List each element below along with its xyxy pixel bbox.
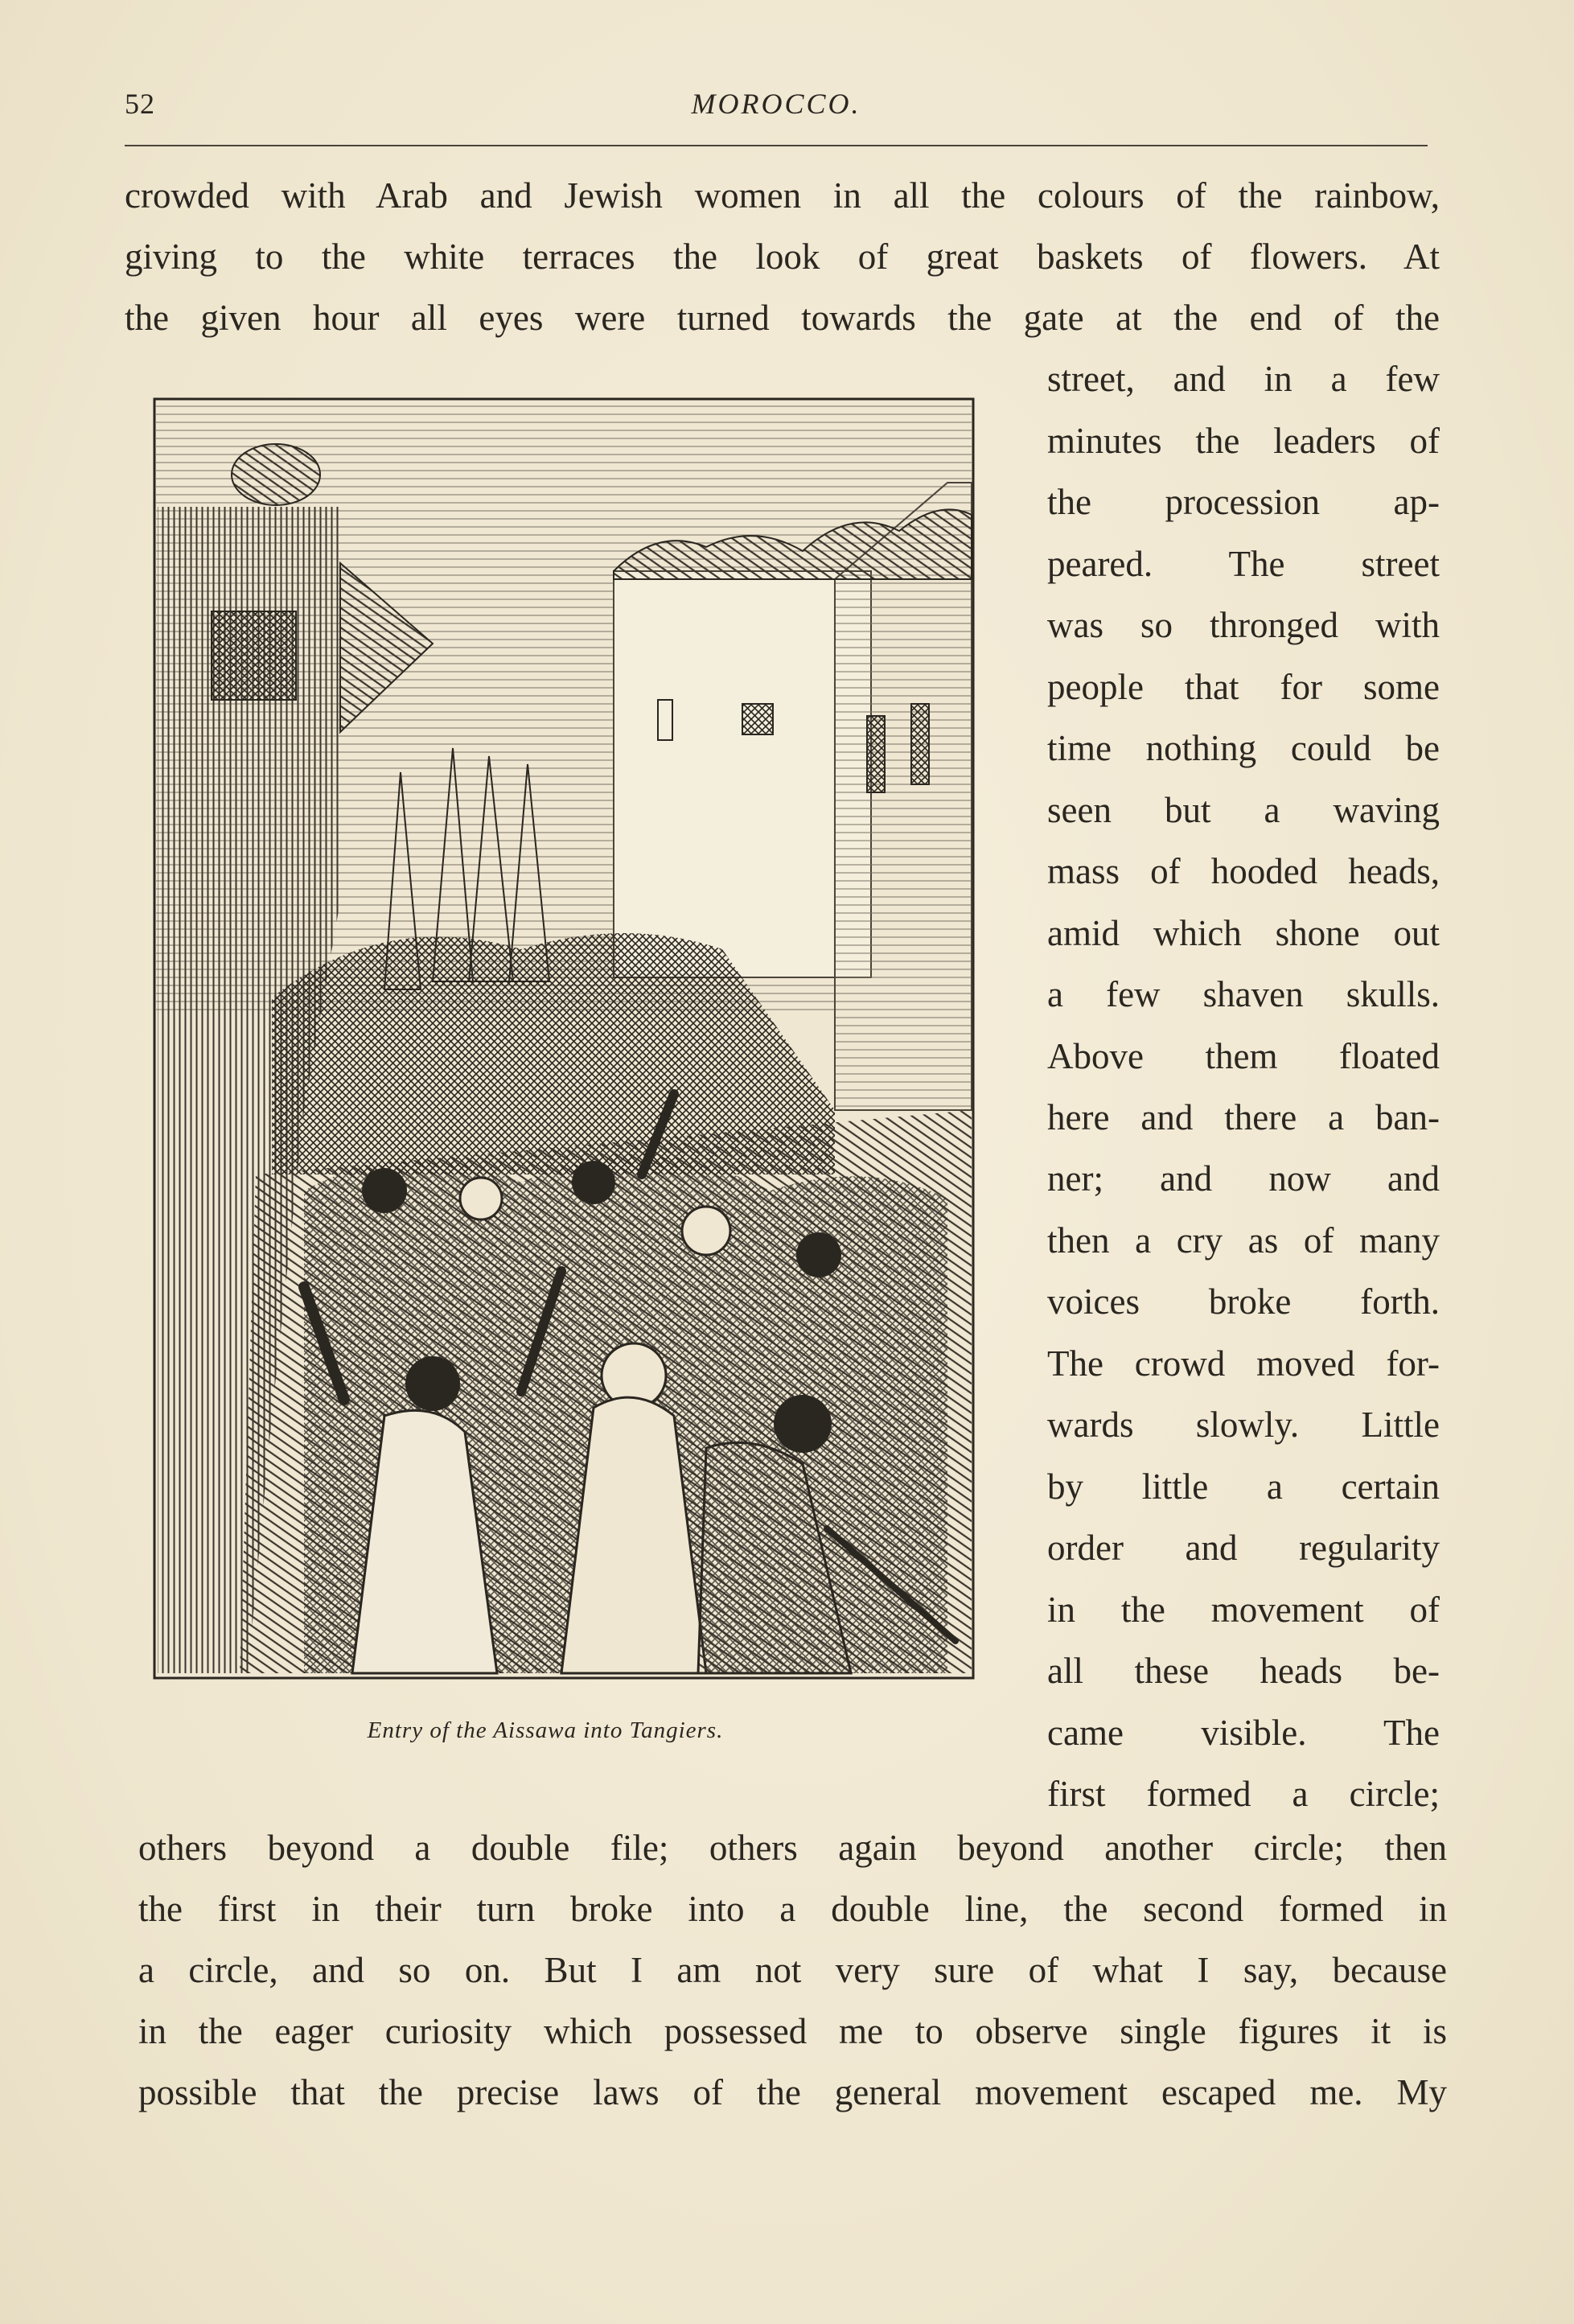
- running-head: [125, 87, 1428, 127]
- column-line: ner; and now and: [1047, 1158, 1440, 1199]
- text-line: giving to the white terraces the look of great baskets of flowers. At: [125, 237, 1440, 277]
- column-line: all these heads be-: [1047, 1651, 1440, 1691]
- white-building: [614, 571, 871, 977]
- column-line: a few shaven skulls.: [1047, 974, 1440, 1014]
- column-line: The crowd moved for-: [1047, 1343, 1440, 1384]
- column-line: voices broke forth.: [1047, 1281, 1440, 1322]
- illustration-caption: Entry of the Aissawa into Tangiers.: [367, 1717, 724, 1743]
- column-line: here and there a ban-: [1047, 1097, 1440, 1137]
- column-line: mass of hooded heads,: [1047, 851, 1440, 891]
- column-line: amid which shone out: [1047, 913, 1440, 953]
- column-line: time nothing could be: [1047, 728, 1440, 768]
- engraving-drawing: [143, 386, 988, 1689]
- page-number: 52: [125, 88, 155, 120]
- column-line: in the movement of: [1047, 1590, 1440, 1630]
- column-line: the procession ap-: [1047, 482, 1440, 522]
- header-rule: [125, 145, 1428, 146]
- column-line: came visible. The: [1047, 1713, 1440, 1753]
- column-line: minutes the leaders of: [1047, 421, 1440, 461]
- text-line: the given hour all eyes were turned towards the gate at the end of the: [125, 298, 1440, 338]
- column-line: people that for some: [1047, 667, 1440, 707]
- engraving-illustration: [143, 386, 988, 1689]
- column-line: Above them floated: [1047, 1036, 1440, 1076]
- column-line: was so thronged with: [1047, 605, 1440, 645]
- text-line: crowded with Arab and Jewish women in all the colours of the rainbow,: [125, 175, 1440, 216]
- text-line: others beyond a double file; others again beyond another circle; then: [138, 1828, 1447, 1868]
- text-line: a circle, and so on. But I am not very sure of what I say, because: [138, 1950, 1447, 1990]
- column-line: street, and in a few: [1047, 359, 1440, 399]
- column-line: seen but a waving: [1047, 790, 1440, 830]
- column-line: peared. The street: [1047, 544, 1440, 584]
- text-line: in the eager curiosity which possessed me to observe single figures it is: [138, 2011, 1447, 2051]
- column-line: first formed a circle;: [1047, 1774, 1440, 1814]
- text-line: the first in their turn broke into a double line, the second formed in: [138, 1889, 1447, 1929]
- running-title: MOROCCO.: [691, 88, 861, 120]
- column-line: order and regularity: [1047, 1528, 1440, 1568]
- column-line: then a cry as of many: [1047, 1220, 1440, 1261]
- text-line: possible that the precise laws of the general movement escaped me. My: [138, 2072, 1447, 2112]
- column-line: wards slowly. Little: [1047, 1405, 1440, 1445]
- column-line: by little a certain: [1047, 1466, 1440, 1507]
